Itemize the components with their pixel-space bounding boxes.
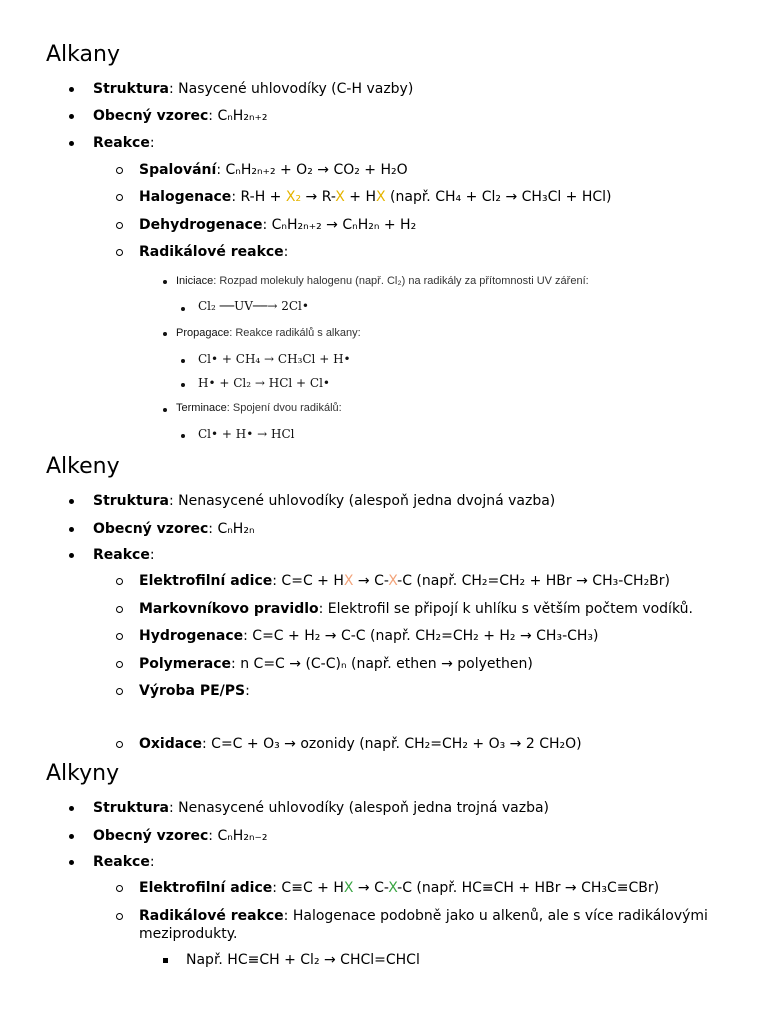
sub-list-item xyxy=(139,216,416,234)
sub-list-item xyxy=(139,627,599,645)
item-label: Polymerace xyxy=(139,656,232,672)
bullet xyxy=(116,194,123,201)
item-label: Obecný vzorec xyxy=(93,828,209,844)
propagace-equation-1: Cl• + CH₄ → CH₃Cl + H• xyxy=(198,352,351,366)
item-label: Výroba PE/PS xyxy=(139,683,246,699)
terminace-line xyxy=(176,402,342,414)
bullet xyxy=(181,383,185,387)
item-text: -C (např. HC≡CH + HBr → CH₃C≡CBr) xyxy=(397,880,660,896)
item-label: Reakce xyxy=(93,547,150,563)
item-text: + H xyxy=(344,189,376,205)
iniciace-equation: Cl₂ ──UV──→ 2Cl• xyxy=(198,299,309,313)
sub-list-item xyxy=(139,161,408,179)
bullet xyxy=(163,958,168,963)
bullet xyxy=(69,87,74,92)
bullet xyxy=(69,806,74,811)
halogen-x: X xyxy=(343,880,354,896)
item-label: Obecný vzorec xyxy=(93,521,209,537)
sub-list-item xyxy=(139,655,533,673)
item-label: Reakce xyxy=(93,854,150,870)
item-label: Elektrofilní adice xyxy=(139,573,273,589)
bullet xyxy=(116,167,123,174)
bullet xyxy=(69,141,74,146)
item-text: : CₙH₂ₙ₊₂ xyxy=(208,108,268,124)
list-item xyxy=(93,134,155,152)
item-label: Elektrofilní adice xyxy=(139,880,273,896)
list-item xyxy=(93,107,268,125)
halogen-x: X xyxy=(388,880,398,896)
list-item xyxy=(93,827,268,845)
sub-list-item xyxy=(139,243,288,261)
item-label: Reakce xyxy=(93,135,150,151)
item-label: Spalování xyxy=(139,162,217,178)
bullet xyxy=(69,553,74,558)
sub-list-item xyxy=(139,907,719,943)
iniciace-label: Iniciace xyxy=(176,275,214,287)
item-text: : xyxy=(149,135,155,151)
item-text: Např. HC≡CH + Cl₂ → CHCl=CHCl xyxy=(186,952,420,968)
item-text: : C=C + O₃ → ozonidy (např. CH₂=CH₂ + O₃ → 2 CH₂O) xyxy=(202,736,582,752)
halogen-x: X₂ xyxy=(285,189,302,205)
bullet xyxy=(163,408,167,412)
item-text: : CₙH₂ₙ₋₂ xyxy=(208,828,268,844)
item-text: : xyxy=(149,854,155,870)
bullet xyxy=(116,688,123,695)
item-text: (např. CH₄ + Cl₂ → CH₃Cl + HCl) xyxy=(385,189,612,205)
terminace-text: : Spojení dvou radikálů: xyxy=(226,402,342,414)
list-item xyxy=(93,853,155,871)
bullet xyxy=(181,307,185,311)
list-item xyxy=(93,546,155,564)
iniciace-text: : Rozpad molekuly halogenu (např. Cl₂) na radikály za přítomnosti UV záření: xyxy=(213,275,589,287)
bullet xyxy=(181,359,185,363)
item-text: -C (např. CH₂=CH₂ + HBr → CH₃-CH₂Br) xyxy=(397,573,671,589)
item-label: Markovníkovo pravidlo xyxy=(139,601,319,617)
sub-list-item xyxy=(139,682,250,700)
heading-alkyny: Alkyny xyxy=(46,761,120,786)
bullet xyxy=(116,222,123,229)
heading-alkeny: Alkeny xyxy=(46,454,120,479)
item-text: : Halogenace podobně jako u alkenů, ale s více radikálovými meziprodukty. xyxy=(139,908,708,942)
item-text: : C≡C + H xyxy=(272,880,344,896)
bullet xyxy=(116,741,123,748)
item-text: : Nenasycené uhlovodíky (alespoň jedna trojná vazba) xyxy=(168,800,550,816)
item-text: : C=C + H xyxy=(272,573,344,589)
bullet xyxy=(116,606,123,613)
item-text: → C- xyxy=(353,573,389,589)
item-label: Struktura xyxy=(93,493,169,509)
item-label: Hydrogenace xyxy=(139,628,244,644)
sub-sub-list-item xyxy=(186,951,420,969)
item-text: : R-H + xyxy=(231,189,286,205)
list-item xyxy=(93,492,555,510)
iniciace-line xyxy=(176,275,589,287)
halogen-x: X xyxy=(388,573,398,589)
sub-list-item xyxy=(139,600,693,618)
item-text: : Nenasycené uhlovodíky (alespoň jedna dvojná vazba) xyxy=(168,493,556,509)
radical-reactions-image xyxy=(160,272,610,448)
item-text: → C- xyxy=(353,880,389,896)
propagace-text: : Reakce radikálů s alkany: xyxy=(229,327,361,339)
item-text: → R- xyxy=(301,189,336,205)
item-text: : CₙH₂ₙ₊₂ + O₂ → CO₂ + H₂O xyxy=(216,162,408,178)
bullet xyxy=(69,527,74,532)
item-label: Dehydrogenace xyxy=(139,217,263,233)
item-text: : C=C + H₂ → C-C (např. CH₂=CH₂ + H₂ → CH₃-CH₃) xyxy=(243,628,599,644)
bullet xyxy=(69,114,74,119)
item-text: : Elektrofil se připojí k uhlíku s větším počtem vodíků. xyxy=(318,601,693,617)
item-label: Halogenace xyxy=(139,189,232,205)
item-text: : xyxy=(149,547,155,563)
item-text: : n C=C → (C-C)ₙ (např. ethen → polyethen) xyxy=(231,656,533,672)
bullet xyxy=(163,280,167,284)
item-label: Struktura xyxy=(93,800,169,816)
terminace-label: Terminace xyxy=(176,402,227,414)
bullet xyxy=(116,885,123,892)
bullet xyxy=(116,578,123,585)
item-label: Obecný vzorec xyxy=(93,108,209,124)
item-text: : CₙH₂ₙ₊₂ → CₙH₂ₙ + H₂ xyxy=(262,217,417,233)
sub-list-item xyxy=(139,879,659,897)
item-text: : xyxy=(245,683,250,699)
item-label: Oxidace xyxy=(139,736,202,752)
halogen-x: X xyxy=(375,189,386,205)
halogen-x: X xyxy=(335,189,345,205)
bullet xyxy=(116,661,123,668)
bullet xyxy=(116,913,123,920)
bullet xyxy=(181,434,185,438)
heading-alkany: Alkany xyxy=(46,42,120,67)
bullet xyxy=(163,332,167,336)
list-item xyxy=(93,520,255,538)
item-label: Struktura xyxy=(93,81,169,97)
item-label: Radikálové reakce xyxy=(139,908,284,924)
bullet xyxy=(69,860,74,865)
item-text: : Nasycené uhlovodíky (C-H vazby) xyxy=(168,81,414,97)
propagace-line xyxy=(176,327,361,339)
item-label: Radikálové reakce xyxy=(139,244,284,260)
bullet xyxy=(116,633,123,640)
item-text: : xyxy=(283,244,289,260)
bullet xyxy=(116,249,123,256)
halogen-x: X xyxy=(343,573,354,589)
list-item xyxy=(93,80,413,98)
sub-list-item xyxy=(139,735,582,753)
sub-list-item xyxy=(139,572,670,590)
propagace-equation-2: H• + Cl₂ → HCl + Cl• xyxy=(198,376,331,390)
bullet xyxy=(69,834,74,839)
terminace-equation: Cl• + H• → HCl xyxy=(198,427,295,441)
item-text: : CₙH₂ₙ xyxy=(208,521,255,537)
propagace-label: Propagace xyxy=(176,327,230,339)
bullet xyxy=(69,499,74,504)
sub-list-item xyxy=(139,188,612,206)
list-item xyxy=(93,799,549,817)
